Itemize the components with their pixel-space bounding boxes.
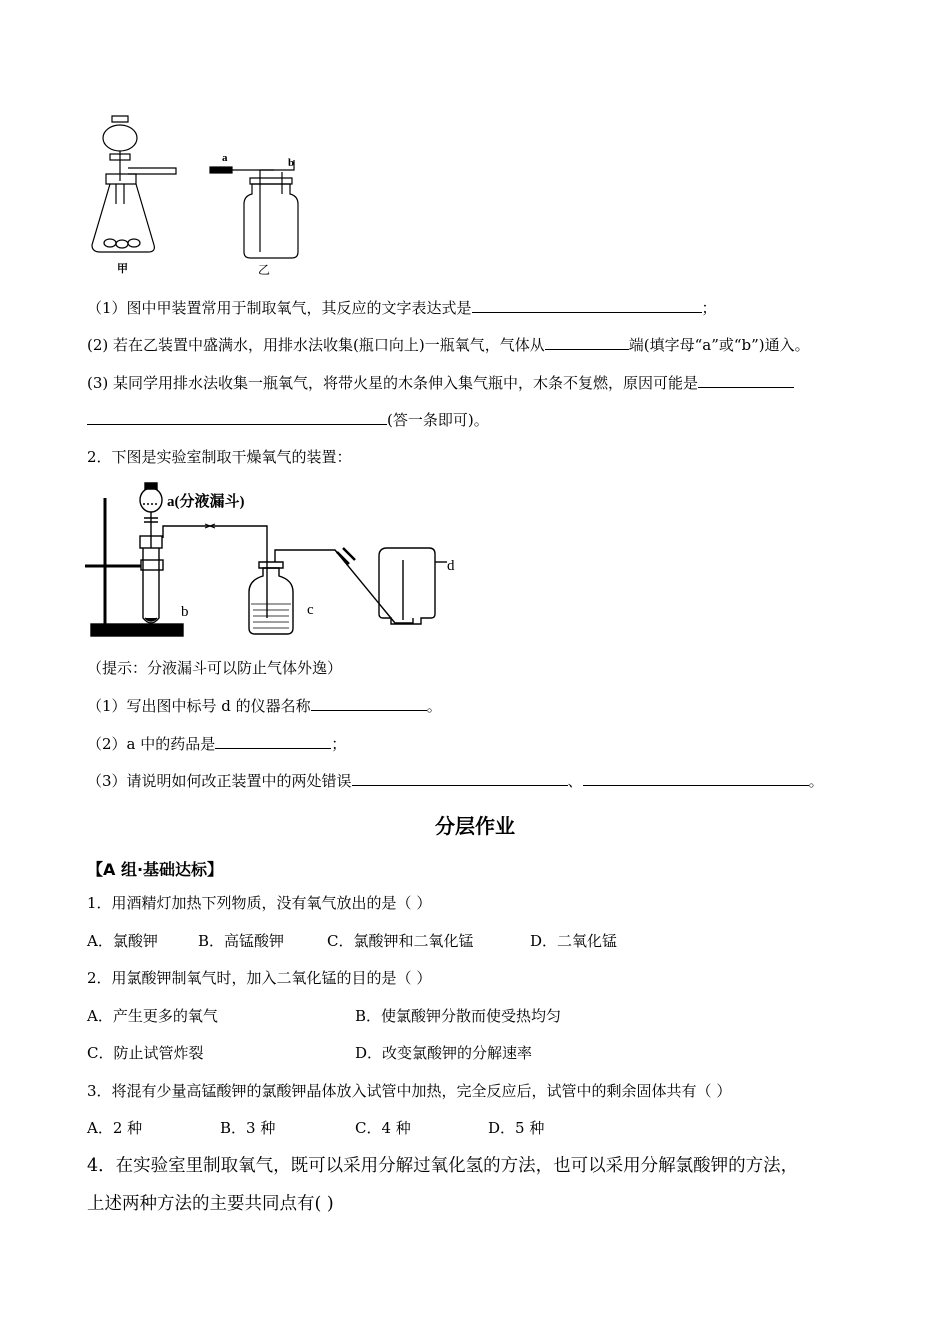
answer-blank[interactable] [352, 771, 568, 786]
q2-option-c[interactable]: C．防止试管炸裂 [87, 1044, 204, 1062]
part1-question-1 [87, 298, 717, 318]
part1-question-3 [87, 373, 794, 393]
part2-q1-text: （1）写出图中标号 d 的仪器名称 [87, 697, 311, 715]
part2-question-3 [87, 771, 824, 791]
group-title: 【A 组·基础达标】 [87, 860, 224, 879]
part2-q3-end: 。 [808, 772, 824, 790]
question-2-stem: 2．用氯酸钾制氧气时，加入二氧化锰的目的是（ ） [87, 969, 432, 987]
bottle-c [249, 550, 413, 634]
flask-jia [92, 116, 176, 252]
bottle-d [379, 548, 447, 624]
label-d-bottle: d [447, 558, 455, 574]
section-title: 分层作业 [435, 814, 515, 838]
part2-intro: 2．下图是实验室制取干燥氧气的装置： [87, 448, 352, 466]
part2-q3-sep: 、 [567, 772, 583, 790]
delivery-tube-1 [163, 526, 267, 562]
label-c-bottle: c [307, 602, 314, 618]
part1-q3-text: (3) 某同学用排水法收集一瓶氧气，将带火星的木条伸入集气瓶中，木条不复燃，原因可能是 [87, 374, 699, 392]
part2-q2-text: （2）a 中的药品是 [87, 735, 216, 753]
part2-hint: （提示：分液漏斗可以防止气体外逸） [87, 659, 343, 677]
q3-option-a[interactable]: A．2 种 [87, 1119, 143, 1137]
q2-option-a[interactable]: A．产生更多的氧气 [87, 1007, 218, 1025]
test-tube-b [140, 536, 162, 623]
part1-question-3-cont [87, 410, 489, 430]
answer-blank[interactable] [472, 298, 702, 313]
part1-q1-text: （1）图中甲装置常用于制取氧气，其反应的文字表达式是 [87, 299, 472, 317]
part1-q2-end: 端(填字母“a”或“b”)通入。 [628, 336, 810, 354]
part1-q3-end: (答一条即可)。 [387, 411, 489, 429]
question-4-stem-line2: 上述两种方法的主要共同点有( ) [87, 1194, 334, 1214]
answer-blank[interactable] [583, 771, 809, 786]
label-jia: 甲 [117, 263, 128, 275]
answer-blank[interactable] [215, 734, 331, 749]
part2-question-2 [87, 734, 346, 754]
answer-blank[interactable] [311, 696, 427, 711]
iron-stand [85, 498, 183, 636]
part1-q2-text: (2) 若在乙装置中盛满水，用排水法收集(瓶口向上)一瓶氧气，气体从 [87, 336, 545, 354]
label-b-tube: b [181, 604, 189, 620]
label-b: b [288, 157, 295, 169]
answer-blank[interactable] [698, 373, 794, 388]
part2-q2-end: ； [331, 735, 347, 753]
q2-option-b[interactable]: B．使氯酸钾分散而使受热均匀 [355, 1007, 562, 1025]
q1-option-d[interactable]: D．二氧化锰 [530, 932, 618, 950]
part2-question-1 [87, 696, 442, 716]
answer-blank[interactable] [545, 335, 629, 350]
apparatus-figure-1 [90, 110, 310, 280]
part1-q1-end: ； [701, 299, 717, 317]
bottle-yi [210, 160, 298, 258]
part2-q1-end: 。 [426, 697, 442, 715]
q1-option-b[interactable]: B．高锰酸钾 [198, 932, 285, 950]
q2-option-d[interactable]: D．改变氯酸钾的分解速率 [355, 1044, 533, 1062]
question-3-stem: 3．将混有少量高锰酸钾的氯酸钾晶体放入试管中加热，完全反应后，试管中的剩余固体共有（ ） [87, 1082, 732, 1100]
label-a: a [222, 152, 228, 164]
answer-blank[interactable] [87, 410, 387, 425]
q3-option-b[interactable]: B．3 种 [220, 1119, 276, 1137]
label-a-funnel: a(分液漏斗) [167, 494, 245, 510]
apparatus-figure-2 [85, 478, 475, 643]
question-4-stem-line1: 4．在实验室里制取氧气，既可以采用分解过氧化氢的方法，也可以采用分解氯酸钾的方法， [87, 1156, 799, 1176]
q3-option-d[interactable]: D．5 种 [488, 1119, 545, 1137]
part1-question-2 [87, 335, 810, 355]
q3-option-c[interactable]: C．4 种 [355, 1119, 411, 1137]
label-yi: 乙 [258, 263, 271, 277]
part2-q3-text: （3）请说明如何改正装置中的两处错误 [87, 772, 352, 790]
question-1-stem: 1．用酒精灯加热下列物质，没有氧气放出的是（ ） [87, 894, 432, 912]
q1-option-c[interactable]: C．氯酸钾和二氧化锰 [327, 932, 474, 950]
q1-option-a[interactable]: A．氯酸钾 [87, 932, 158, 950]
